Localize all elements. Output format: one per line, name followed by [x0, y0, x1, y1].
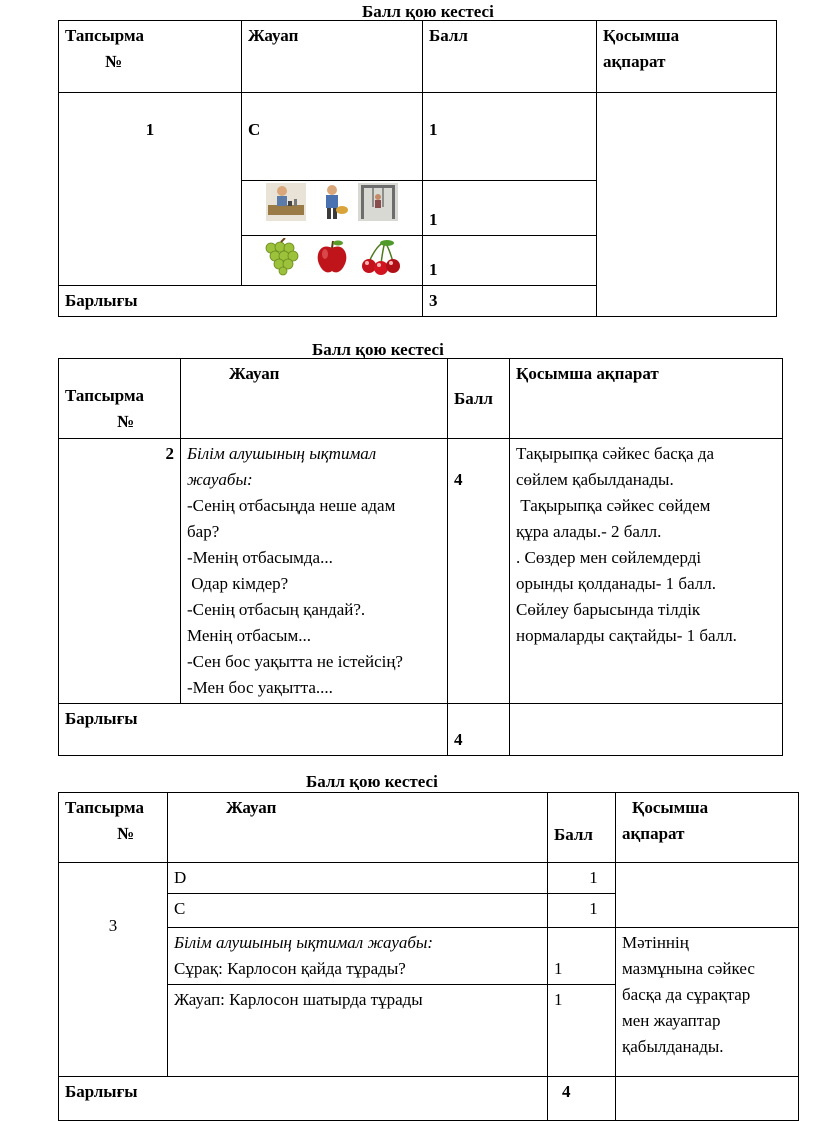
- info-line: сөйлем қабылданады.: [516, 470, 674, 489]
- answer-line: -Мен бос уақытта....: [187, 678, 333, 697]
- header-answer: Жауап: [181, 359, 448, 439]
- table1-title: Балл қою кестесі: [362, 2, 494, 21]
- info-line: нормаларды сақтайды- 1 балл.: [516, 626, 737, 645]
- task-number-cell: 1: [59, 93, 242, 286]
- header-task: [59, 359, 181, 439]
- header-task-number: №: [117, 411, 135, 431]
- total-label: Барлығы: [59, 1077, 548, 1121]
- header-info: [616, 793, 799, 863]
- total-label: Барлығы: [59, 704, 448, 756]
- info-line: Тақырыпқа сәйкес сөйдем: [516, 496, 711, 515]
- boy-with-bag-image: [312, 183, 352, 221]
- header-score: Балл: [423, 21, 597, 93]
- answer-line: -Сенің отбасың қандай?.: [187, 600, 366, 619]
- boy-at-table-image: [266, 183, 306, 221]
- header-info-line1: Қосымша: [632, 798, 709, 817]
- answer-line: -Сенің отбасыңда неше адам: [187, 496, 396, 515]
- answer-line: Білім алушының ықтимал: [187, 444, 377, 463]
- total-score: 4: [448, 704, 510, 756]
- apple-image: [312, 238, 352, 276]
- header-task-number: №: [117, 824, 135, 843]
- answer-line: -Менің отбасымда...: [187, 548, 333, 567]
- total-label: Барлығы: [59, 286, 423, 317]
- info-cell: [510, 439, 783, 704]
- header-task: [59, 21, 242, 93]
- total-info: [510, 704, 783, 756]
- header-info: [597, 21, 777, 93]
- score-table-2: [58, 358, 783, 756]
- info-line: қабылданады.: [622, 1037, 724, 1056]
- answer-line: Менің отбасым...: [187, 626, 311, 645]
- table3-title: Балл қою кестесі: [306, 772, 438, 791]
- total-score: 4: [548, 1077, 616, 1121]
- answer-cell: [181, 439, 448, 704]
- header-score: Балл: [448, 359, 510, 439]
- info-line: Тақырыпқа сәйкес басқа да: [516, 444, 715, 463]
- score-table-1: [58, 20, 777, 317]
- answer-line: Одар кімдер?: [187, 574, 289, 593]
- answer-cell: D: [168, 863, 548, 894]
- header-answer: Жауап: [242, 21, 423, 93]
- info-line: құра алады.- 2 балл.: [516, 522, 662, 541]
- info-cell: [616, 928, 799, 1077]
- info-line: мен жауаптар: [622, 1011, 721, 1030]
- info-line: орынды қолданады- 1 балл.: [516, 574, 716, 593]
- picture-cell-fruits: [242, 236, 423, 286]
- header-info-line2: ақпарат: [622, 824, 685, 843]
- total-score: 3: [423, 286, 597, 317]
- header-task-number: №: [105, 52, 123, 71]
- header-task-label: Тапсырма: [65, 26, 144, 45]
- grapes-image: [260, 238, 306, 276]
- score-cell: 1: [423, 181, 597, 236]
- header-info: Қосымша ақпарат: [510, 359, 783, 439]
- info-line: басқа да сұрақтар: [622, 985, 751, 1004]
- info-line: . Сөздер мен сөйлемдерді: [516, 548, 702, 567]
- answer-cell: Жауап: Карлосон шатырда тұрады: [168, 985, 548, 1077]
- info-line: Мәтіннің: [622, 933, 689, 952]
- score-table-3: [58, 792, 799, 1121]
- header-score: Балл: [548, 793, 616, 863]
- header-answer: Жауап: [168, 793, 548, 863]
- header-task-label: Тапсырма: [65, 798, 144, 817]
- header-task: [59, 793, 168, 863]
- score-cell: 4: [448, 439, 510, 704]
- info-cell-empty: [616, 863, 799, 928]
- answer-cell: [168, 928, 548, 985]
- answer-line: жауабы:: [187, 470, 253, 489]
- info-cell: [597, 93, 777, 317]
- header-task-label: Тапсырма: [65, 385, 144, 405]
- answer-line: -Сен бос уақытта не істейсің?: [187, 652, 403, 671]
- answer-cell: C: [242, 93, 423, 181]
- score-cell: 1: [548, 928, 616, 985]
- answer-cell: C: [168, 894, 548, 928]
- task-number-cell: 2: [59, 439, 181, 704]
- task-number-cell: 3: [59, 863, 168, 1077]
- header-info-line1: Қосымша: [603, 26, 680, 45]
- header-info-line2: ақпарат: [603, 52, 666, 71]
- score-cell: 1: [548, 863, 616, 894]
- answer-question: Сұрақ: Карлосон қайда тұрады?: [174, 959, 406, 978]
- score-cell: 1: [548, 985, 616, 1077]
- table2-title: Балл қою кестесі: [312, 340, 444, 359]
- picture-cell-people: [242, 181, 423, 236]
- swing-image: [358, 183, 398, 221]
- cherries-image: [358, 238, 404, 276]
- score-cell: 1: [423, 236, 597, 286]
- info-line: Сөйлеу барысында тілдік: [516, 600, 701, 619]
- score-cell: 1: [423, 93, 597, 181]
- info-line: мазмұнына сәйкес: [622, 959, 755, 978]
- score-cell: 1: [548, 894, 616, 928]
- total-info: [616, 1077, 799, 1121]
- answer-intro: Білім алушының ықтимал жауабы:: [174, 933, 434, 952]
- answer-line: бар?: [187, 522, 220, 541]
